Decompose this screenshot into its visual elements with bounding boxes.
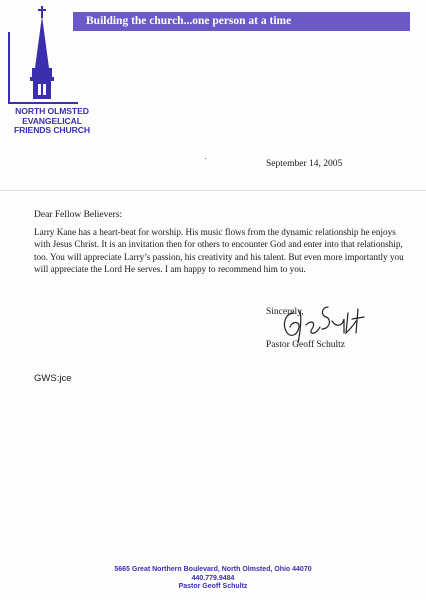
church-name-line-1: NORTH OLMSTED	[15, 106, 89, 116]
footer-phone: 440.779.9484	[191, 574, 235, 582]
paper-fold-line	[0, 190, 426, 191]
footer-pastor: Pastor Geoff Schultz	[178, 583, 248, 591]
paper-speck	[205, 158, 206, 159]
typist-initials: GWS:jce	[34, 373, 72, 384]
letterhead-footer	[0, 566, 426, 592]
letter-body: Larry Kane has a heart-beat for worship. His music flows from the dynamic relationship he enjoys with Jesus Christ. It is an invitation then for others to encounter God and enter into that relationship, too. You will appreciate Larry’s passion, his creativity and his talent. But even more importantly you will appreciate the Lord He serves. I am happy to recommend him to you.	[34, 227, 404, 275]
letter-date: September 14, 2005	[266, 159, 343, 169]
signer-name: Pastor Geoff Schultz	[266, 340, 345, 350]
footer-address: 5665 Great Northern Boulevard, North Olmsted, Ohio 44070	[114, 566, 312, 573]
closing: Sincerely,	[266, 307, 304, 317]
salutation: Dear Fellow Believers:	[34, 210, 123, 220]
church-name	[2, 107, 102, 136]
church-name-line-3: FRIENDS CHURCH	[14, 125, 90, 136]
church-name-line-2: EVANGELICAL	[22, 115, 82, 126]
letterhead-slogan: Building the church...one person at a time	[86, 15, 292, 27]
